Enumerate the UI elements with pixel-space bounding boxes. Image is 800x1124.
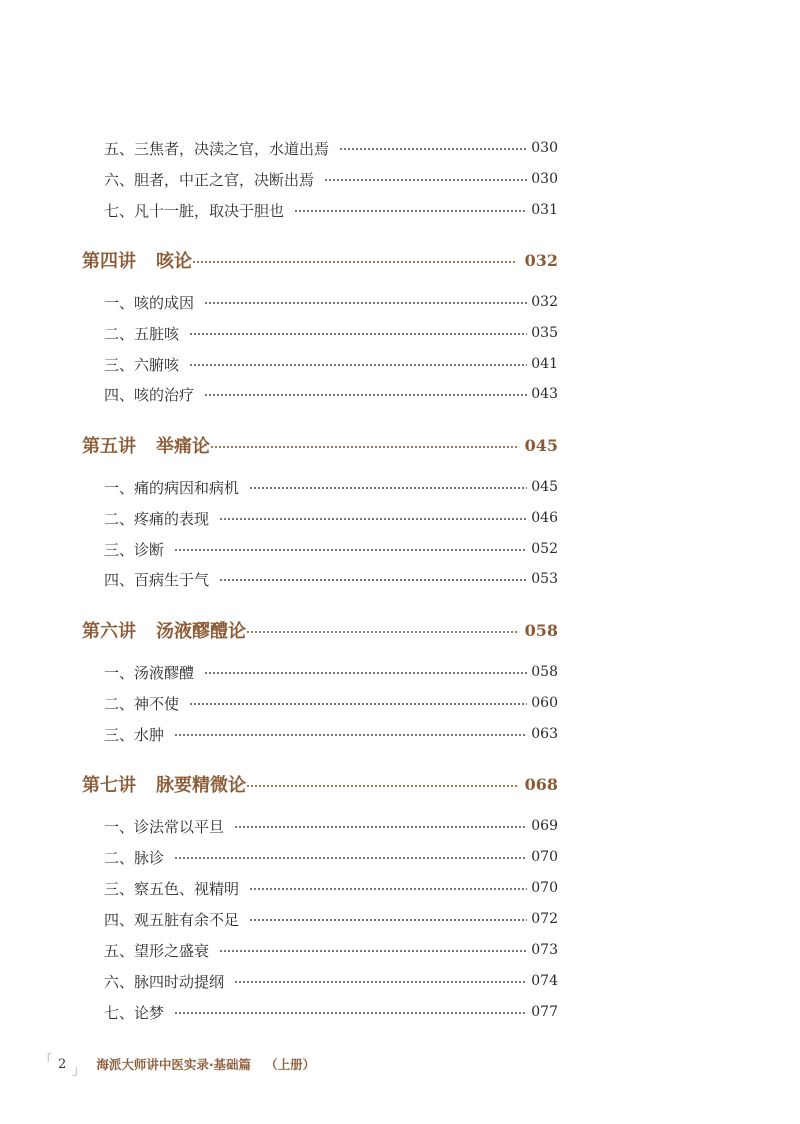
dot-leader: [204, 394, 527, 396]
dot-leader: [189, 703, 527, 705]
toc-entry-page: 063: [531, 726, 558, 742]
chapter-title: 咳论: [156, 251, 192, 272]
toc-entry[interactable]: [104, 382, 558, 406]
chapter-page: 032: [524, 250, 558, 270]
toc-entry-page: 043: [531, 386, 558, 402]
toc-entry[interactable]: [104, 136, 558, 160]
dot-leader: [219, 518, 527, 520]
chapter-title: 脉要精微论: [156, 775, 246, 796]
toc-entry[interactable]: [104, 475, 558, 499]
toc-entry[interactable]: [104, 506, 558, 530]
toc-entry[interactable]: [104, 845, 558, 869]
toc-entry[interactable]: [104, 167, 558, 191]
dot-leader: [174, 857, 527, 859]
toc-entry-page: 069: [531, 818, 558, 834]
toc-entry-page: 073: [531, 942, 558, 958]
toc-entry-title: 一、汤液醪醴: [104, 663, 195, 682]
chapter-number: 第六讲: [82, 621, 136, 642]
dot-leader: [189, 333, 527, 335]
dot-leader: [174, 1012, 527, 1014]
toc-entry-title: 七、论梦: [104, 1003, 165, 1022]
toc-entry[interactable]: [104, 691, 558, 715]
toc-entry-page: 035: [531, 325, 558, 341]
toc-entry-title: 三、诊断: [104, 540, 165, 559]
toc-entry[interactable]: [104, 198, 558, 222]
toc-entry-page: 032: [531, 294, 558, 310]
dot-leader: [324, 179, 527, 181]
toc-entry-page: 052: [531, 541, 558, 557]
toc-entry-page: 060: [531, 695, 558, 711]
chapter-title: 汤液醪醴论: [156, 621, 246, 642]
toc-entry-page: 070: [531, 849, 558, 865]
toc-entry[interactable]: [104, 567, 558, 591]
dot-leader: [234, 981, 527, 983]
toc-entry-title: 二、疼痛的表现: [104, 509, 210, 528]
dot-leader: [219, 579, 527, 581]
dot-leader: [249, 487, 527, 489]
chapter-title: 举痛论: [156, 436, 210, 457]
toc-entry[interactable]: [104, 876, 558, 900]
toc-entry-title: 五、望形之盛衰: [104, 941, 210, 960]
page-number: 2: [58, 1056, 67, 1072]
toc-entry-title: 七、凡十一脏，取决于胆也: [104, 201, 285, 220]
dot-leader: [204, 672, 527, 674]
toc-entry-title: 一、痛的病因和病机: [104, 478, 240, 497]
toc-entry-page: 053: [531, 571, 558, 587]
chapter-page: 068: [524, 774, 558, 794]
toc-entry-title: 六、胆者，中正之官，决断出焉: [104, 170, 315, 189]
toc-entry-page: 058: [531, 664, 558, 680]
chapter-page: 045: [524, 435, 558, 455]
dot-leader: [192, 261, 517, 263]
toc-entry-page: 041: [531, 356, 558, 372]
toc-entry-title: 六、脉四时动提纲: [104, 972, 225, 991]
toc-entry-title: 一、咳的成因: [104, 293, 195, 312]
toc-entry-page: 031: [531, 202, 558, 218]
toc-entry-page: 074: [531, 973, 558, 989]
toc-entry-title: 二、神不使: [104, 694, 180, 713]
book-title: 海派大师讲中医实录·基础篇: [96, 1057, 252, 1072]
toc-entry-page: 077: [531, 1004, 558, 1020]
dot-leader: [246, 785, 517, 787]
toc-entry-title: 四、百病生于气: [104, 570, 210, 589]
dot-leader: [234, 826, 527, 828]
toc-entry[interactable]: [104, 352, 558, 376]
toc-entry-title: 三、六腑咳: [104, 355, 180, 374]
toc-chapter-heading[interactable]: [82, 430, 558, 460]
toc-entry-page: 046: [531, 510, 558, 526]
toc-entry-title: 一、诊法常以平旦: [104, 817, 225, 836]
toc-entry[interactable]: [104, 1000, 558, 1024]
toc-entry[interactable]: [104, 938, 558, 962]
toc-entry[interactable]: [104, 660, 558, 684]
volume-label: （上册）: [265, 1057, 316, 1072]
dot-leader: [339, 148, 527, 150]
toc-entry-page: 070: [531, 880, 558, 896]
chapter-number: 第七讲: [82, 775, 136, 796]
page-footer: [40, 1052, 315, 1076]
chapter-number: 第四讲: [82, 251, 136, 272]
toc-chapter-heading[interactable]: [82, 615, 558, 645]
toc-entry-page: 030: [531, 171, 558, 187]
chapter-number: 第五讲: [82, 436, 136, 457]
toc-entry-title: 四、咳的治疗: [104, 385, 195, 404]
toc-entry[interactable]: [104, 321, 558, 345]
toc-entry[interactable]: [104, 814, 558, 838]
dot-leader: [189, 364, 527, 366]
toc-entry[interactable]: [104, 722, 558, 746]
toc-entry-title: 三、水肿: [104, 725, 165, 744]
toc-entry-title: 二、五脏咳: [104, 324, 180, 343]
dot-leader: [174, 734, 527, 736]
corner-bracket-close: 」: [72, 1062, 85, 1077]
toc-entry-title: 五、三焦者，决渎之官，水道出焉: [104, 139, 330, 158]
toc-entry[interactable]: [104, 290, 558, 314]
corner-bracket-open: 「: [40, 1052, 53, 1067]
toc-entry-page: 072: [531, 911, 558, 927]
dot-leader: [246, 631, 517, 633]
dot-leader: [210, 446, 517, 448]
dot-leader: [249, 919, 527, 921]
dot-leader: [294, 210, 527, 212]
dot-leader: [174, 549, 527, 551]
toc-entry[interactable]: [104, 537, 558, 561]
toc-entry[interactable]: [104, 969, 558, 993]
dot-leader: [219, 950, 527, 952]
toc-entry-page: 030: [531, 140, 558, 156]
toc-chapter-heading[interactable]: [82, 769, 558, 799]
toc-entry-title: 四、观五脏有余不足: [104, 910, 240, 929]
toc-entry-title: 三、察五色、视精明: [104, 879, 240, 898]
dot-leader: [204, 302, 527, 304]
dot-leader: [249, 888, 527, 890]
toc-entry-page: 045: [531, 479, 558, 495]
chapter-page: 058: [524, 620, 558, 640]
toc-chapter-heading[interactable]: [82, 245, 558, 275]
toc-entry-title: 二、脉诊: [104, 848, 165, 867]
toc-entry[interactable]: [104, 907, 558, 931]
